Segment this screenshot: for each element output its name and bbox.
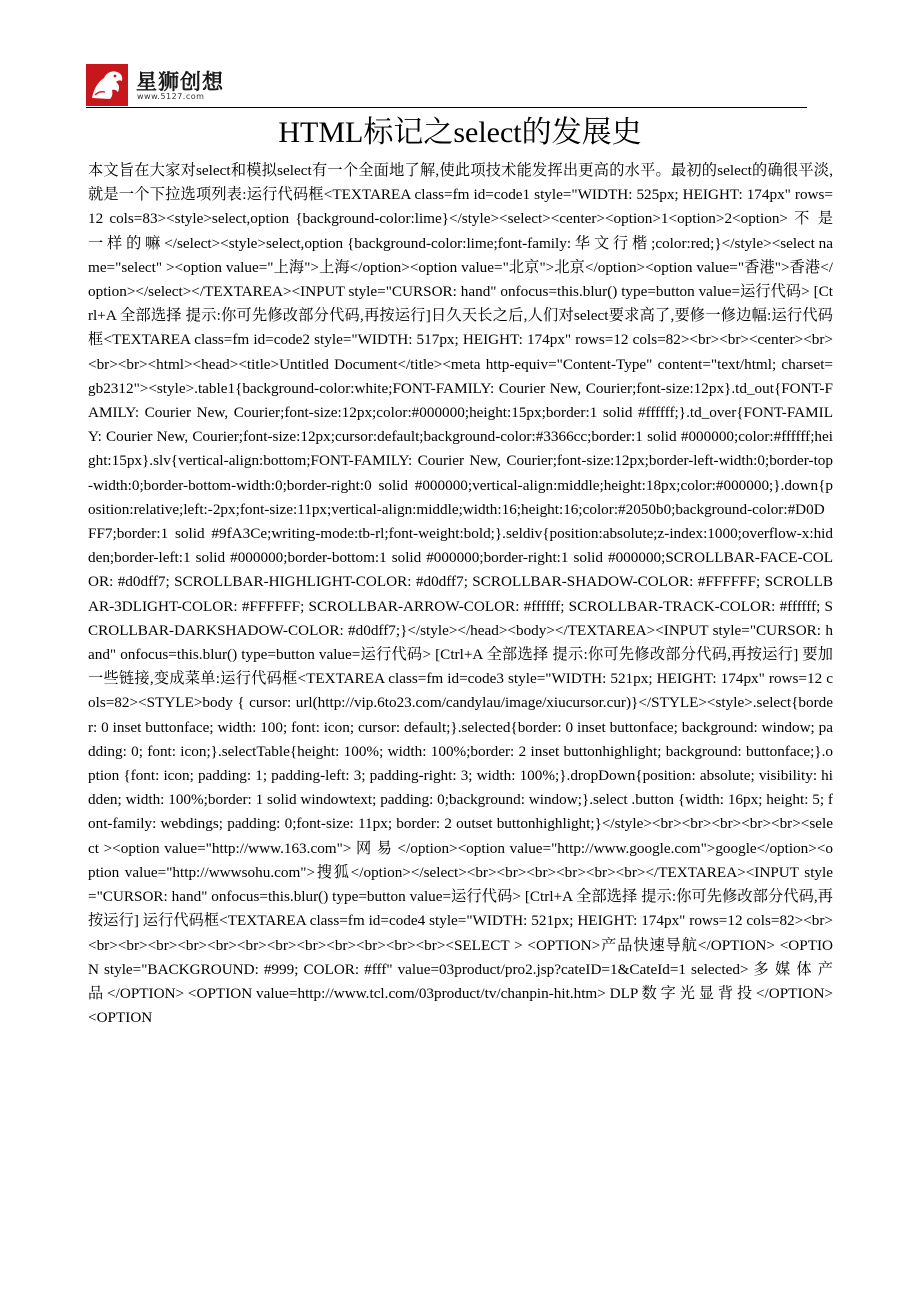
document-body-text: 本文旨在大家对select和模拟select有一个全面地了解,使此项技术能发挥出更高的水平。最初的select的确很平淡,就是一个下拉选项列表:运行代码框<TEXTAREA class=fm id=code1 style="WIDTH: 525px; HEIGHT: 174px" rows=12 cols=83><style>select,option {background-color:lime}</style><select><center><option>1<option>2<option> 不 是 一 样 的 嘛 </select><style>select,option {background-color:lime;font-family: 华 文 行 楷 ;color:red;}</style><select name="select" ><option value="上海">上海</option><option value="北京">北京</option><option value="香港">香港</option></select></TEXTAREA><INPUT style="CURSOR: hand" onfocus=this.blur() type=button value=运行代码> [Ctrl+A 全部选择 提示:你可先修改部分代码,再按运行]日久天长之后,人们对select要求高了,要修一修边幅:运行代码框<TEXTAREA class=fm id=code2 style="WIDTH: 517px; HEIGHT: 174px" rows=12 cols=82><br><br><center><br><br><br><html><head><title>Untitled Document</title><meta http-equiv="Content-Type" content="text/html; charset=gb2312"><style>.table1{background-color:white;FONT-FAMILY: Courier New, Courier;font-size:12px}.td_out{FONT-FAMILY: Courier New, Courier;font-size:12px;color:#000000;height:15px;border:1 solid #ffffff;}.td_over{FONT-FAMILY: Courier New, Courier;font-size:12px;cursor:default;background-color:#3366cc;border:1 solid #000000;color:#ffffff;height:15px}.slv{vertical-align:bottom;FONT-FAMILY: Courier New, Courier;font-size:12px;border-left-width:0;border-top-width:0;border-bottom-width:0;border-right:0 solid #000000;vertical-align:middle;height:18px;color:#000000;}.down{position:relative;left:-2px;font-size:11px;vertical-align:middle;width:16;height:16;color:#2050b0;background-color:#D0DFF7;border:1 solid #9fA3Ce;writing-mode:tb-rl;font-weight:bold;}.seldiv{position:absolute;z-index:1000;overflow-x:hidden;border-left:1 solid #000000;border-bottom:1 solid #000000;border-right:1 solid #000000;SCROLLBAR-FACE-COLOR: #d0dff7; SCROLLBAR-HIGHLIGHT-COLOR: #d0dff7; SCROLLBAR-SHADOW-COLOR: #FFFFFF; SCROLLBAR-3DLIGHT-COLOR: #FFFFFF; SCROLLBAR-ARROW-COLOR: #ffffff; SCROLLBAR-TRACK-COLOR: #ffffff; SCROLLBAR-DARKSHADOW-COLOR: #d0dff7;}</style></head><body></TEXTAREA><INPUT style="CURSOR: hand" onfocus=this.blur() type=button value=运行代码> [Ctrl+A 全部选择 提示:你可先修改部分代码,再按运行] 要加一些链接,变成菜单:运行代码框<TEXTAREA class=fm id=code3 style="WIDTH: 521px; HEIGHT: 174px" rows=12 cols=82><STYLE>body { cursor: url(http://vip.6to23.com/candylau/image/xiucursor.cur)}</STYLE><style>.select{border: 0 inset buttonface; width: 100; font: icon; cursor: default;}.selected{border: 0 inset buttonface; background: window; padding: 0; font: icon;}.selectTable{height: 100%; width: 100%;border: 2 inset buttonhighlight; background: buttonface;}.option {font: icon; padding: 1; padding-left: 3; padding-right: 3; width: 100%;}.dropDown{position: absolute; visibility: hidden; width: 100%;border: 1 solid windowtext; padding: 0;background: window;}.select .button {width: 16px; height: 5; font-family: webdings; padding: 0;font-size: 11px; border: 2 outset buttonhighlight;}</style><br><br><br><br><br><select ><option value="http://www.163.com"> 网 易 </option><option value="http://www.google.com">google</option><option value="http://wwwsohu.com">搜狐</option></select><br><br><br><br><br><br></TEXTAREA><INPUT style="CURSOR: hand" onfocus=this.blur() type=button value=运行代码> [Ctrl+A 全部选择 提示:你可先修改部分代码,再按运行] 运行代码框<TEXTAREA class=fm id=code4 style="WIDTH: 521px; HEIGHT: 174px" rows=12 cols=82><br><br><br><br><br><br><br><br><br><br><br><br><br><SELECT > <OPTION>产品快速导航</OPTION> <OPTION style="BACKGROUND: #999; COLOR: #fff" value=03product/pro2.jsp?cateID=1&CateId=1 selected> 多 媒 体 产 品 </OPTION> <OPTION value=http://www.tcl.com/03product/tv/chanpin-hit.htm> DLP 数 字 光 显 背 投 </OPTION> <OPTION (88, 162, 833, 1027)
page-title: HTML标记之select的发展史 (278, 116, 642, 149)
brand-logo (86, 64, 226, 108)
logo-url: www.5127.com (137, 92, 205, 101)
lion-logo-icon (86, 64, 128, 106)
logo-title: 星狮创想 (136, 70, 224, 94)
header-divider (86, 107, 807, 108)
